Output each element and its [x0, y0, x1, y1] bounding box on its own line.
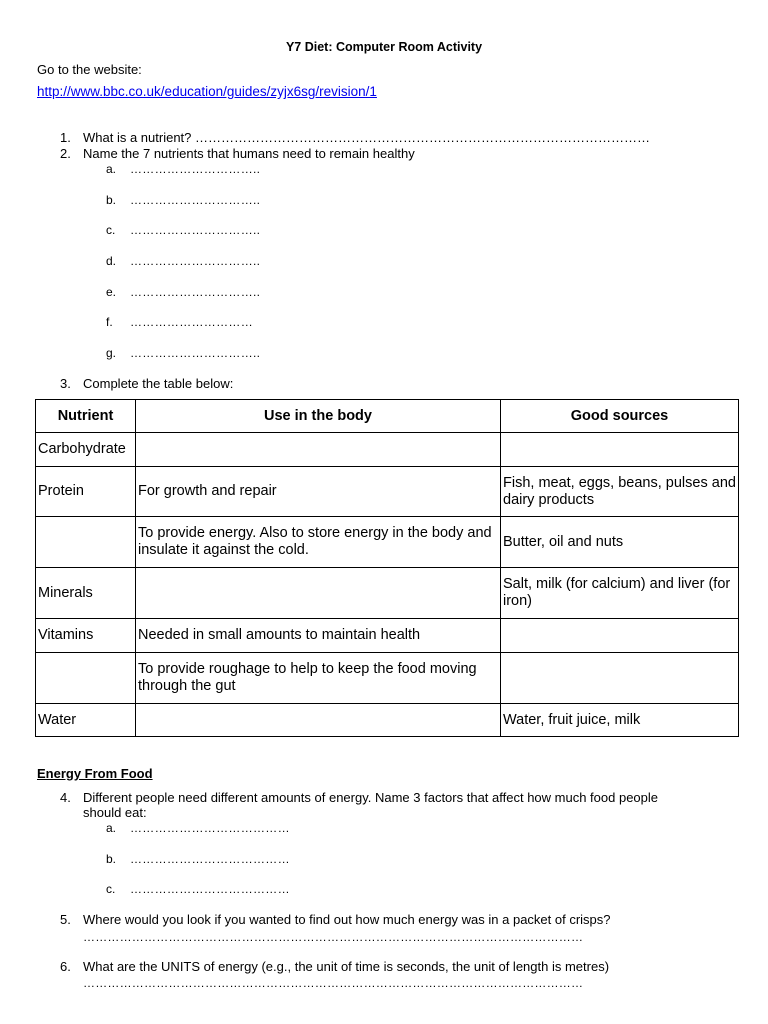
page-title: Y7 Diet: Computer Room Activity [285, 40, 483, 54]
table-header-row [36, 400, 739, 433]
q2-item-letter: d. [106, 254, 117, 268]
q2-item-letter: g. [106, 346, 117, 360]
sources-cell[interactable] [501, 619, 739, 653]
q4-item-answer-line[interactable]: ………………………………… [130, 882, 290, 896]
sources-cell[interactable]: Water, fruit juice, milk [501, 704, 739, 737]
q4-item-answer-line[interactable]: ………………………………… [130, 821, 290, 835]
q2-item-answer-line[interactable]: ………………………….. [130, 254, 261, 268]
q2-item-answer-line[interactable]: ………………………… [130, 315, 253, 329]
nutrient-cell[interactable]: Water [36, 704, 136, 737]
use-cell[interactable]: To provide energy. Also to store energy in the body and insulate it against the cold. [136, 517, 501, 568]
q4-item-answer-line[interactable]: ………………………………… [130, 852, 290, 866]
nutrient-cell[interactable] [36, 653, 136, 704]
q2-item-letter: f. [106, 315, 113, 329]
table-row [36, 619, 739, 653]
q1-text: What is a nutrient? …………………………………………………………………………………………… [83, 130, 650, 145]
table-row [36, 568, 739, 619]
q2-item-answer-line[interactable]: ………………………….. [130, 223, 261, 237]
q2-item-letter: a. [106, 162, 117, 176]
use-cell[interactable]: Needed in small amounts to maintain health [136, 619, 501, 653]
q3-text: Complete the table below: [83, 376, 234, 391]
q2-item-letter: c. [106, 223, 116, 237]
website-link[interactable]: http://www.bbc.co.uk/education/guides/zyjx6sg/revision/1 [37, 84, 377, 99]
q2-text: Name the 7 nutrients that humans need to remain healthy [83, 146, 415, 161]
q2-item-answer-line[interactable]: ………………………….. [130, 346, 261, 360]
q2-item-letter: b. [106, 193, 117, 207]
header-use-in-body: Use in the body [136, 400, 501, 433]
sources-cell[interactable]: Salt, milk (for calcium) and liver (for iron) [501, 568, 739, 619]
nutrient-cell[interactable]: Vitamins [36, 619, 136, 653]
table-row [36, 653, 739, 704]
section-heading-energy: Energy From Food [37, 766, 153, 781]
q5-text: Where would you look if you wanted to find out how much energy was in a packet of crisps? [83, 912, 611, 927]
header-good-sources: Good sources [501, 400, 739, 433]
q1-number: 1. [60, 130, 71, 145]
use-cell[interactable] [136, 704, 501, 737]
use-cell[interactable]: For growth and repair [136, 467, 501, 517]
use-cell[interactable]: To provide roughage to help to keep the food moving through the gut [136, 653, 501, 704]
q6-answer-line[interactable]: …………………………………………………………………………………………………………… [83, 976, 584, 990]
q2-item-answer-line[interactable]: ………………………….. [130, 162, 261, 176]
sources-cell[interactable] [501, 653, 739, 704]
nutrient-cell[interactable]: Minerals [36, 568, 136, 619]
q6-number: 6. [60, 959, 71, 974]
table-row [36, 517, 739, 568]
q3-number: 3. [60, 376, 71, 391]
nutrient-cell[interactable]: Protein [36, 467, 136, 517]
use-cell[interactable] [136, 433, 501, 467]
header-nutrient: Nutrient [36, 400, 136, 433]
use-cell[interactable] [136, 568, 501, 619]
q4-text-line2: should eat: [83, 805, 147, 820]
q4-item-letter: c. [106, 882, 116, 896]
table-row [36, 704, 739, 737]
nutrient-cell[interactable] [36, 517, 136, 568]
q2-number: 2. [60, 146, 71, 161]
q2-item-answer-line[interactable]: ………………………….. [130, 193, 261, 207]
q4-number: 4. [60, 790, 71, 805]
intro-text: Go to the website: [37, 62, 142, 77]
nutrient-table [35, 399, 739, 737]
q2-item-answer-line[interactable]: ………………………….. [130, 285, 261, 299]
sources-cell[interactable]: Fish, meat, eggs, beans, pulses and dairy products [501, 467, 739, 517]
table-row [36, 467, 739, 517]
q5-number: 5. [60, 912, 71, 927]
q5-answer-line[interactable]: …………………………………………………………………………………………………………… [83, 930, 584, 944]
table-row [36, 433, 739, 467]
q4-item-letter: a. [106, 821, 117, 835]
q6-text: What are the UNITS of energy (e.g., the unit of time is seconds, the unit of length is metres) [83, 959, 610, 974]
sources-cell[interactable]: Butter, oil and nuts [501, 517, 739, 568]
q4-item-letter: b. [106, 852, 117, 866]
nutrient-cell[interactable]: Carbohydrate [36, 433, 136, 467]
sources-cell[interactable] [501, 433, 739, 467]
q2-item-letter: e. [106, 285, 117, 299]
q4-text-line1: Different people need different amounts of energy. Name 3 factors that affect how much food people [83, 790, 659, 805]
